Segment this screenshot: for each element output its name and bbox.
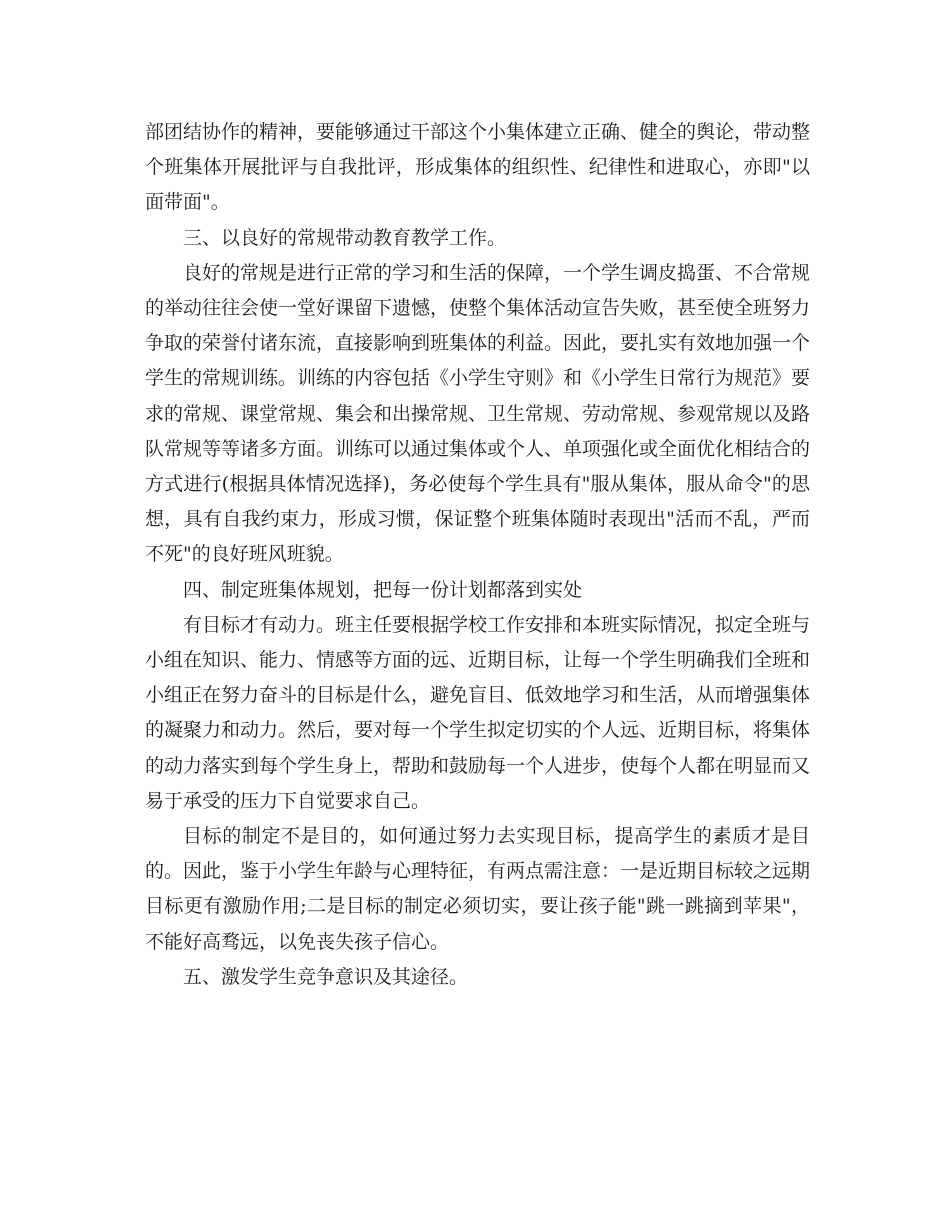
document-page [145, 115, 810, 995]
section-heading-3: 三、以良好的常规带动教育教学工作。 [183, 226, 507, 249]
paragraph-goal-setting: 目标的制定不是目的，如何通过努力去实现目标，提高学生的素质才是目的。因此，鉴于小学生年龄与心理特征，有两点需注意：一是近期目标较之远期目标更有激励作用;二是目标的制定必须切实，要让孩子能"跳一跳摘到苹果"，不能好高骛远，以免丧失孩子信心。 [145, 825, 811, 953]
paragraph-routine: 良好的常规是进行正常的学习和生活的保障，一个学生调皮捣蛋、不合常规的举动往往会使一堂好课留下遗憾，使整个集体活动宣告失败，甚至使全班努力争取的荣誉付诸东流，直接影响到班集体的利益。因此，要扎实有效地加强一个学生的常规训练。训练的内容包括《小学生守则》和《小学生日常行为规范》要求的常规、课堂常规、集会和出操常规、卫生常规、劳动常规、参观常规以及路队常规等等诸多方面。训练可以通过集体或个人、单项强化或全面优化相结合的方式进行(根据具体情况选择)，务必使每个学生具有"服从集体，服从命令"的思想，具有自我约束力，形成习惯，保证整个班集体随时表现出"活而不乱，严而不死"的良好班风班貌。 [145, 261, 811, 566]
paragraph-continuation: 部团结协作的精神，要能够通过干部这个小集体建立正确、健全的舆论，带动整个班集体开展批评与自我批评，形成集体的组织性、纪律性和进取心，亦即"以面带面"。 [145, 121, 811, 214]
section-heading-5: 五、激发学生竞争意识及其途径。 [183, 965, 469, 988]
section-heading-4: 四、制定班集体规划，把每一份计划都落到实处 [183, 578, 583, 601]
paragraph-goals: 有目标才有动力。班主任要根据学校工作安排和本班实际情况，拟定全班与小组在知识、能力、情感等方面的远、近期目标，让每一个学生明确我们全班和小组正在努力奋斗的目标是什么，避免盲目、低效地学习和生活，从而增强集体的凝聚力和动力。然后，要对每一个学生拟定切实的个人远、近期目标，将集体的动力落实到每个学生身上，帮助和鼓励每一个人进步，使每个人都在明显而又易于承受的压力下自觉要求自己。 [145, 613, 811, 812]
